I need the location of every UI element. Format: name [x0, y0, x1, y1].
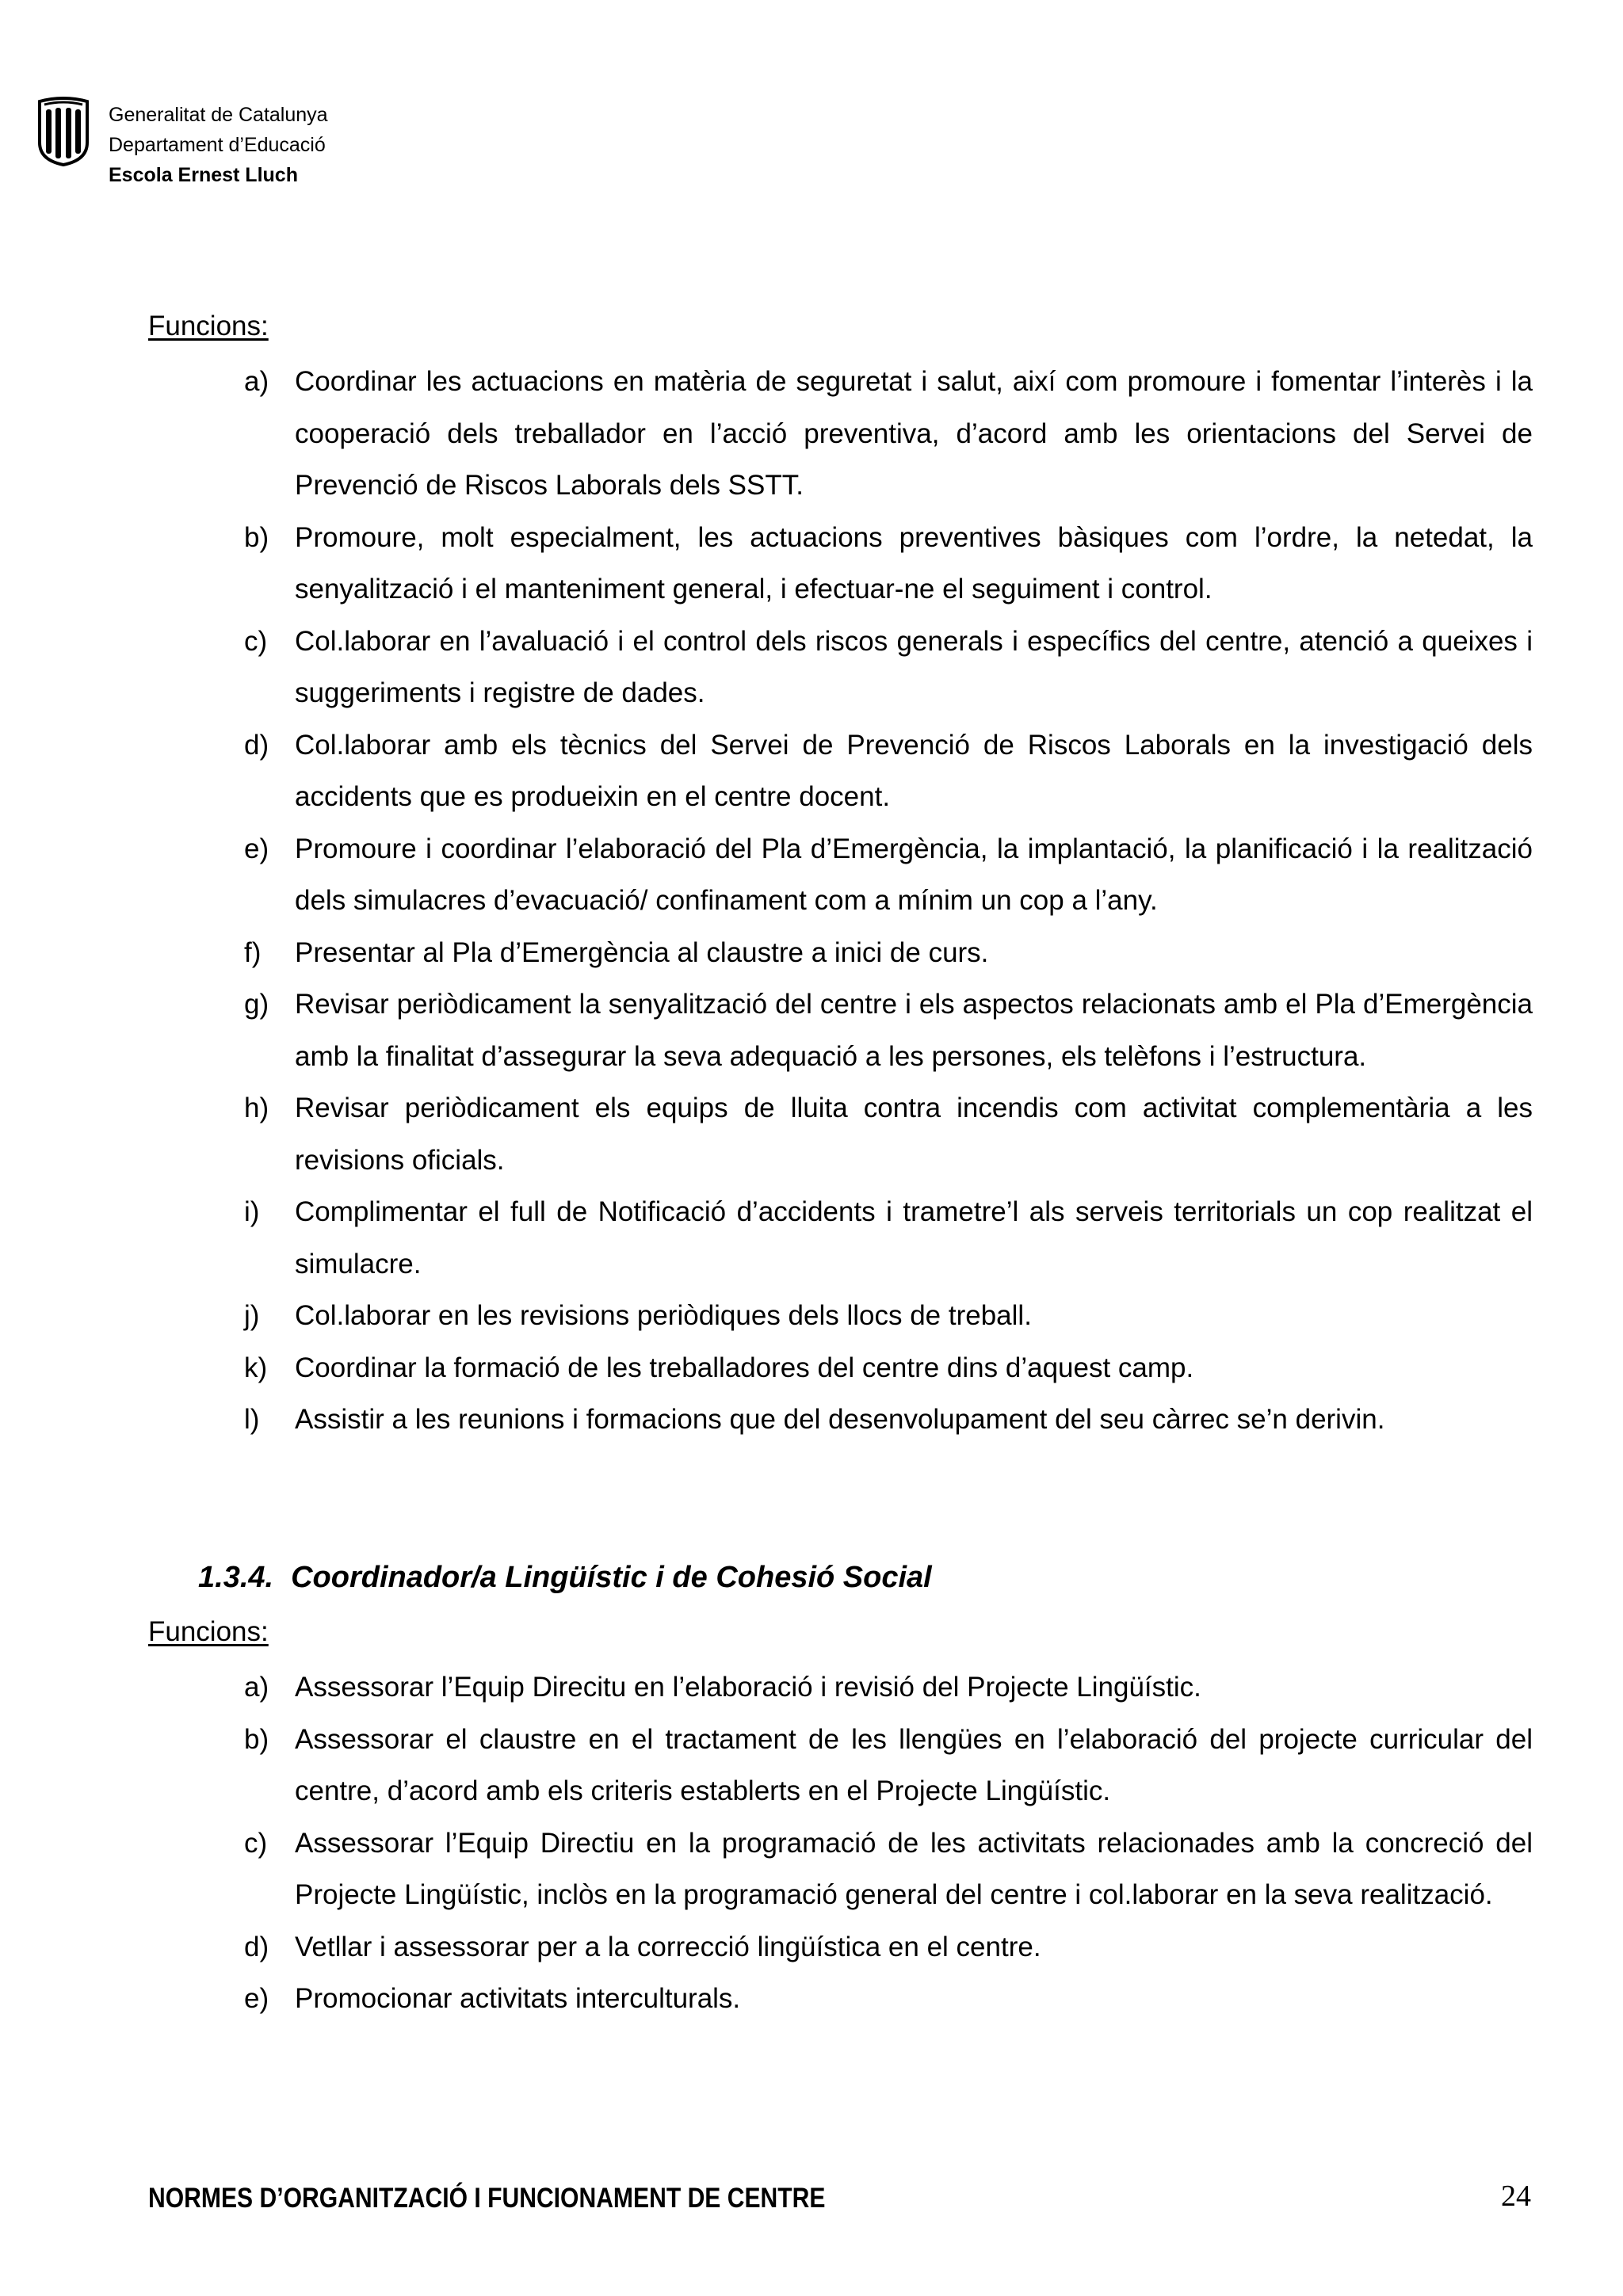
list-item-letter: b) [244, 1723, 269, 1755]
list-item-letter: l) [244, 1404, 260, 1435]
list-item [238, 512, 1533, 616]
list-item-letter: a) [244, 1672, 269, 1703]
list-item-letter: k) [244, 1352, 268, 1383]
list-item-letter: f) [244, 936, 262, 968]
header-department: Departament d’Educació [109, 134, 326, 156]
list-item [238, 616, 1533, 719]
list-item [238, 1394, 1533, 1446]
section2-list [238, 1661, 1533, 2025]
list-item-text: Promoure, molt especialment, les actuacions preventives bàsiques com l’ordre, la netedat, la senyalització i el manteniment general, i efectuar-ne el seguiment i control. [295, 521, 1533, 605]
list-item-letter: e) [244, 1983, 269, 2014]
list-item [238, 1082, 1533, 1186]
list-item-text: Revisar periòdicament els equips de lluita contra incendis com activitat complementària a les revisions oficials. [295, 1093, 1533, 1176]
list-item-letter: b) [244, 521, 269, 553]
page-number: 24 [1501, 2180, 1531, 2213]
list-item-letter: c) [244, 1827, 268, 1859]
list-item-text: Complimentar el full de Notificació d’accidents i trametre’l als serveis territorials un cop realitzat el simulacre. [295, 1196, 1533, 1280]
list-item-letter: j) [244, 1300, 260, 1331]
list-item [238, 1342, 1533, 1394]
list-item [238, 1817, 1533, 1921]
list-item [238, 927, 1533, 979]
list-item [238, 356, 1533, 512]
list-item-text: Coordinar les actuacions en matèria de seguretat i salut, així com promoure i fomentar l’interès i la cooperació dels treballador en l’acció preventiva, d’acord amb les orientacions del Servei de Prevenció de Riscos Laborals dels SSTT. [295, 366, 1533, 501]
header-institution: Generalitat de Catalunya [109, 104, 328, 126]
section2-label: Funcions: [148, 1616, 269, 1647]
footer-title: NORMES D’ORGANITZACIÓ I FUNCIONAMENT DE CENTRE [148, 2183, 826, 2214]
subsection-title: Coordinador/a Lingüístic i de Cohesió Social [291, 1561, 932, 1594]
list-item-letter: d) [244, 1931, 269, 1962]
section1-label: Funcions: [148, 311, 269, 341]
list-item [238, 823, 1533, 927]
list-item [238, 1186, 1533, 1290]
list-item [238, 1973, 1533, 2025]
list-item-letter: e) [244, 833, 269, 864]
section1-list [238, 356, 1533, 1446]
list-item-text: Vetllar i assessorar per a la correcció lingüística en el centre. [295, 1931, 1041, 1962]
list-item-text: Presentar al Pla d’Emergència al claustre a inici de curs. [295, 936, 989, 968]
list-item-text: Col.laborar amb els tècnics del Servei de Prevenció de Riscos Laborals en la investigació dels accidents que es produeixin en el centre docent. [295, 729, 1533, 812]
list-item [238, 1714, 1533, 1817]
list-item-letter: d) [244, 729, 269, 761]
list-item-text: Col.laborar en les revisions periòdiques dels llocs de treball. [295, 1300, 1032, 1331]
list-item [238, 1661, 1533, 1714]
list-item-text: Assessorar l’Equip Direcitu en l’elaboració i revisió del Projecte Lingüístic. [295, 1672, 1201, 1703]
list-item-text: Promocionar activitats interculturals. [295, 1983, 741, 2014]
list-item-letter: h) [244, 1093, 269, 1123]
list-item-letter: c) [244, 625, 268, 657]
list-item-text: Coordinar la formació de les treballadores del centre dins d’aquest camp. [295, 1352, 1194, 1383]
list-item-text: Promoure i coordinar l’elaboració del Pla d’Emergència, la implantació, la planificació i la realització dels simulacres d’evacuació/ confinament com a mínim un cop a l’any. [295, 833, 1533, 916]
list-item-letter: a) [244, 366, 269, 397]
list-item-text: Assessorar el claustre en el tractament de les llengües en l’elaboració del projecte curricular del centre, d’acord amb els criteris establerts en el Projecte Lingüístic. [295, 1723, 1533, 1806]
list-item-text: Assessorar l’Equip Directiu en la programació de les activitats relacionades amb la concreció del Projecte Lingüístic, inclòs en la programació general del centre i col.laborar en la seva realització. [295, 1827, 1533, 1910]
list-item-letter: i) [244, 1196, 260, 1227]
list-item-letter: g) [244, 989, 269, 1020]
list-item [238, 719, 1533, 823]
subsection-heading [198, 1561, 932, 1595]
header-school: Escola Ernest Lluch [109, 164, 298, 186]
subsection-number: 1.3.4. [198, 1561, 274, 1594]
generalitat-logo-icon [35, 97, 92, 166]
list-item [238, 1921, 1533, 1974]
list-item [238, 978, 1533, 1082]
list-item-text: Revisar periòdicament la senyalització del centre i els aspectos relacionats amb el Pla d’Emergència amb la finalitat d’assegurar la seva adequació a les persones, els telèfons i l’estructura. [295, 989, 1533, 1072]
list-item-text: Assistir a les reunions i formacions que del desenvolupament del seu càrrec se’n derivin. [295, 1404, 1385, 1435]
list-item-text: Col.laborar en l’avaluació i el control dels riscos generals i específics del centre, atenció a queixes i suggeriments i registre de dades. [295, 625, 1533, 708]
list-item [238, 1290, 1533, 1342]
